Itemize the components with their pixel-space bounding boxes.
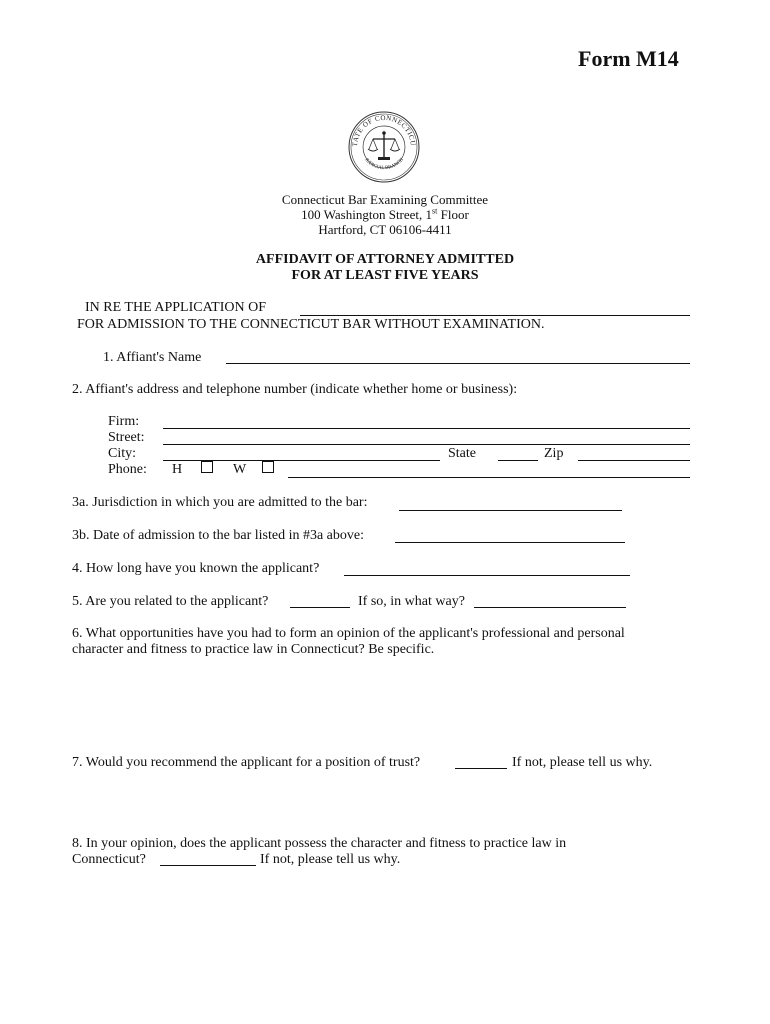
known-duration-input[interactable] <box>346 559 632 575</box>
form-title-line2: FOR AT LEAST FIVE YEARS <box>291 268 479 283</box>
applicant-name-input[interactable] <box>302 299 692 315</box>
q8-line1: 8. In your opinion, does the applicant possess the character and fitness to practice law in <box>72 836 567 851</box>
phone-line <box>288 477 690 478</box>
q5-label: 5. Are you related to the applicant? <box>72 594 269 609</box>
relation-line <box>474 607 626 608</box>
q1-label: 1. Affiant's Name <box>103 350 202 365</box>
q3b-label: 3b. Date of admission to the bar listed in #3a above: <box>72 528 364 543</box>
q7-followup-label: If not, please tell us why. <box>512 755 653 770</box>
recommend-input[interactable] <box>457 752 509 768</box>
known-duration-line <box>344 575 630 576</box>
city-input[interactable] <box>165 444 442 460</box>
work-label: W <box>233 462 247 477</box>
related-line <box>290 607 350 608</box>
q2-label: 2. Affiant's address and telephone number (indicate whether home or business): <box>72 382 518 397</box>
firm-input[interactable] <box>165 412 692 428</box>
q6-answer-area[interactable] <box>72 664 696 752</box>
q8-answer-area[interactable] <box>72 874 696 998</box>
state-input[interactable] <box>499 444 541 460</box>
zip-label: Zip <box>544 446 564 461</box>
in-re-label: IN RE THE APPLICATION OF <box>85 300 266 315</box>
work-checkbox[interactable] <box>262 461 274 473</box>
firm-label: Firm: <box>108 414 140 429</box>
related-input[interactable] <box>292 591 352 607</box>
home-checkbox[interactable] <box>201 461 213 473</box>
affiant-name-input[interactable] <box>228 347 692 363</box>
phone-label: Phone: <box>108 462 147 477</box>
committee-name: Connecticut Bar Examining Committee <box>281 192 489 207</box>
q4-label: 4. How long have you known the applicant? <box>72 561 320 576</box>
svg-text:STATE OF CONNECTICUT <box>347 110 417 147</box>
fitness-input[interactable] <box>162 849 258 865</box>
q8-line2-prefix: Connecticut? <box>72 852 146 867</box>
phone-input[interactable] <box>290 461 692 477</box>
q6-line1: 6. What opportunities have you had to form an opinion of the applicant's professional and personal <box>72 626 625 641</box>
q7-answer-area[interactable] <box>72 776 696 832</box>
admission-date-input[interactable] <box>397 526 627 542</box>
q7-label: 7. Would you recommend the applicant for a position of trust? <box>72 755 421 770</box>
street-label: Street: <box>108 430 145 445</box>
state-label: State <box>448 446 476 461</box>
home-label: H <box>172 462 183 477</box>
affiant-name-line <box>226 363 690 364</box>
state-seal <box>347 110 421 184</box>
zip-input[interactable] <box>580 444 692 460</box>
fitness-line <box>160 865 256 866</box>
form-number: Form M14 <box>578 46 679 71</box>
q5-followup-label: If so, in what way? <box>358 594 465 609</box>
seal-top-text: TATE OF CONNECTICU <box>350 113 418 147</box>
recommend-line <box>455 768 507 769</box>
seal-bottom-text: JUDICIAL BRANCH <box>363 157 405 172</box>
jurisdiction-line <box>399 510 622 511</box>
jurisdiction-input[interactable] <box>401 494 624 510</box>
q8-followup-label: If not, please tell us why. <box>260 852 401 867</box>
applicant-name-line <box>300 315 690 316</box>
form-title-line1: AFFIDAVIT OF ATTORNEY ADMITTED <box>255 252 515 267</box>
relation-input[interactable] <box>476 591 628 607</box>
committee-street: 100 Washington Street, 1st Floor <box>301 206 469 222</box>
street-input[interactable] <box>165 428 692 444</box>
city-label: City: <box>108 446 137 461</box>
admission-date-line <box>395 542 625 543</box>
for-admission-label: FOR ADMISSION TO THE CONNECTICUT BAR WITHOUT EXAMINATION. <box>77 317 545 332</box>
q3a-label: 3a. Jurisdiction in which you are admitted to the bar: <box>72 495 368 510</box>
q6-line2: character and fitness to practice law in Connecticut? Be specific. <box>72 642 435 657</box>
committee-city: Hartford, CT 06106-4411 <box>318 222 452 237</box>
